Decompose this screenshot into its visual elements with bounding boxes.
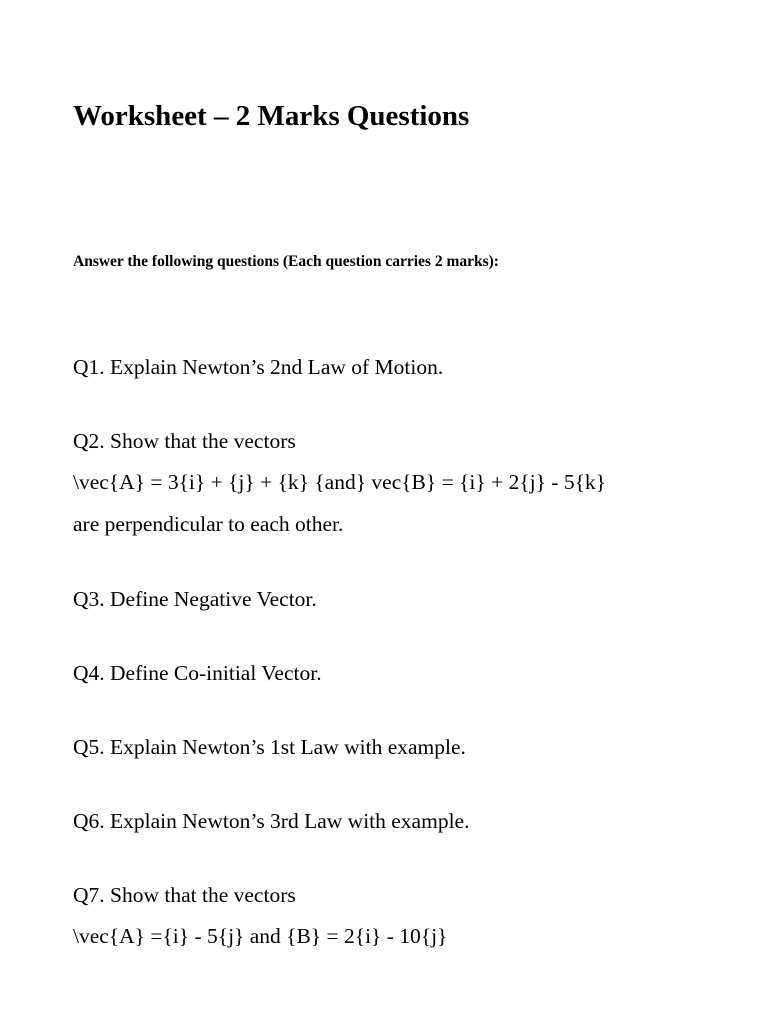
question-7-line-1: Q7. Show that the vectors [73, 883, 296, 907]
question-2-line-3: are perpendicular to each other. [73, 512, 344, 536]
instructions-text: Answer the following questions (Each question carries 2 marks): [73, 253, 499, 270]
worksheet-title: Worksheet – 2 Marks Questions [73, 100, 470, 132]
question-5: Q5. Explain Newton’s 1st Law with example. [73, 735, 466, 759]
question-1: Q1. Explain Newton’s 2nd Law of Motion. [73, 355, 444, 379]
question-7-line-2: \vec{A} ={i} - 5{j} and {B} = 2{i} - 10{j} [73, 924, 448, 948]
question-4: Q4. Define Co-initial Vector. [73, 661, 322, 685]
question-2-line-1: Q2. Show that the vectors [73, 429, 296, 453]
question-6: Q6. Explain Newton’s 3rd Law with example. [73, 809, 470, 833]
question-3: Q3. Define Negative Vector. [73, 587, 317, 611]
question-2-line-2: \vec{A} = 3{i} + {j} + {k} {and} vec{B} = {i} + 2{j} - 5{k} [73, 470, 606, 494]
